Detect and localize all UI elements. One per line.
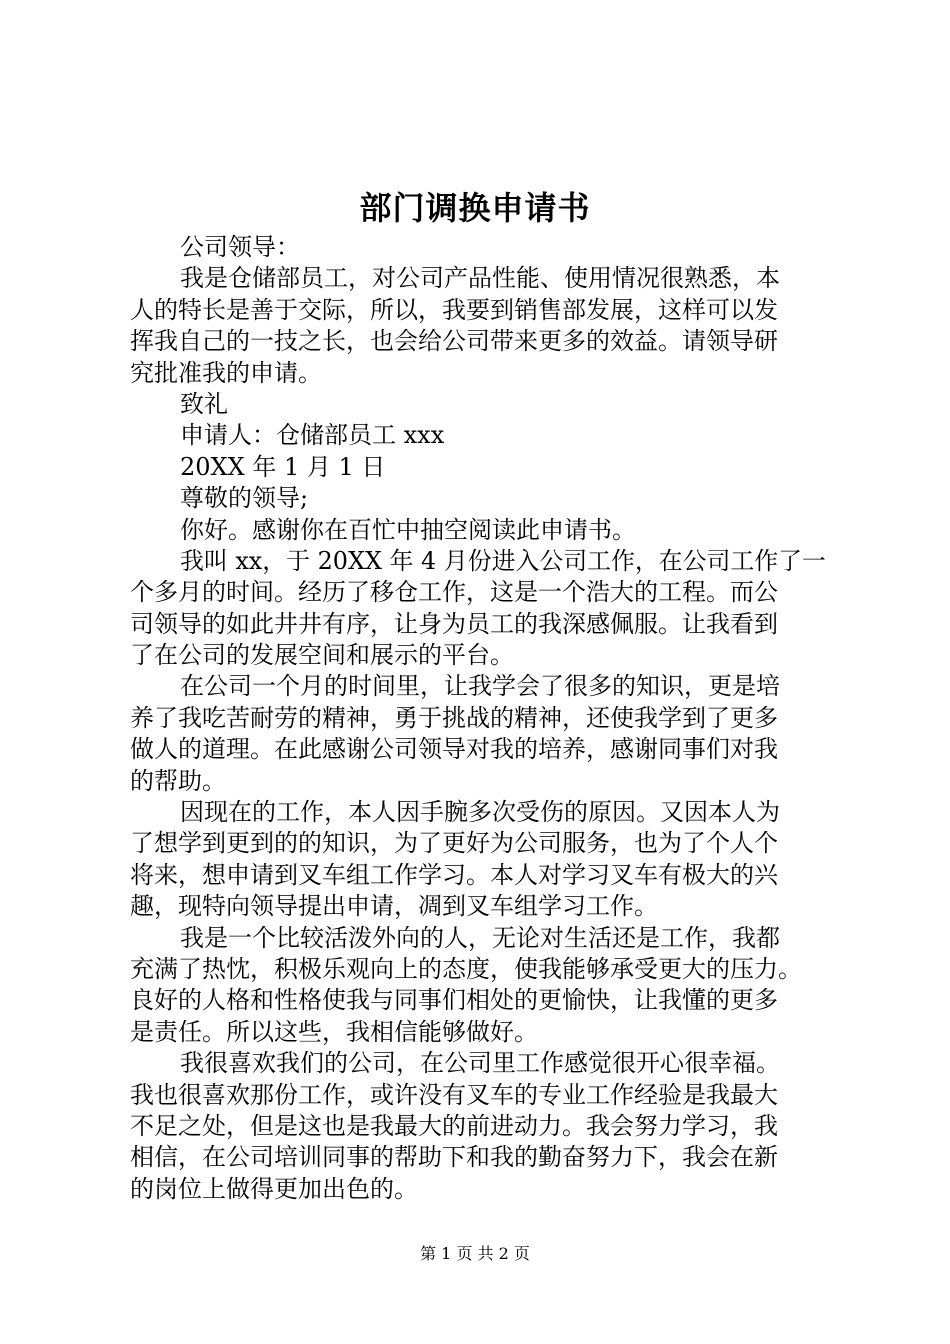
document-title: 部门调换申请书	[359, 189, 591, 227]
text-line: 良好的人格和性格使我与同事们相处的更愉快，让我懂的更多	[130, 986, 778, 1015]
text-line: 是责任。所以这些，我相信能够做好。	[130, 1017, 538, 1046]
document-body	[130, 232, 826, 1205]
text-line: 充满了热忱，积极乐观向上的态度，使我能够承受更大的压力。	[130, 954, 802, 983]
text-line: 趣，现特向领导提出申请，凋到叉车组学习工作。	[130, 892, 658, 921]
text-line: 致礼	[180, 389, 228, 418]
text-line: 我叫 xx，于 20XX 年 4 月份进入公司工作，在公司工作了一	[180, 546, 826, 575]
text-line: 的帮助。	[130, 766, 226, 795]
text-line: 公司领导：	[180, 233, 300, 261]
text-line: 申请人：仓储部员工 xxx	[180, 421, 445, 450]
text-line: 做人的道理。在此感谢公司领导对我的培养，感谢同事们对我	[130, 735, 778, 764]
text-line: 人的特长是善于交际，所以，我要到销售部发展，这样可以发	[130, 295, 778, 324]
text-line: 我是一个比较活泼外向的人，无论对生活还是工作，我都	[180, 923, 780, 952]
text-line: 我也很喜欢那份工作，或许没有叉车的专业工作经验是我最大	[130, 1080, 778, 1109]
text-line: 挥我自己的一技之长，也会给公司带来更多的效益。请领导研	[130, 327, 778, 356]
text-line: 你好。感谢你在百忙中抽空阅读此申请书。	[180, 515, 636, 544]
text-line: 在公司一个月的时间里，让我学会了很多的知识，更是培	[180, 672, 780, 701]
text-line: 不足之处，但是这也是我最大的前进动力。我会努力学习，我	[130, 1111, 778, 1140]
text-line: 的岗位上做得更加出色的。	[130, 1174, 418, 1203]
text-line: 究批准我的申请。	[130, 358, 322, 387]
text-line: 我很喜欢我们的公司，在公司里工作感觉很开心很幸福。	[180, 1049, 780, 1078]
text-line: 尊敬的领导;	[180, 484, 309, 513]
page-footer: 第 1 页 共 2 页	[420, 1244, 530, 1263]
text-line: 我是仓储部员工，对公司产品性能、使用情况很熟悉，本	[180, 264, 780, 293]
text-line: 20XX 年 1 月 1 日	[180, 452, 386, 481]
text-line: 养了我吃苦耐劳的精神，勇于挑战的精神，还使我学到了更多	[130, 703, 778, 732]
text-line: 司领导的如此井井有序，让身为员工的我深感佩服。让我看到	[130, 609, 778, 638]
text-line: 因现在的工作，本人因手腕多次受伤的原因。又因本人为	[180, 798, 780, 827]
text-line: 相信，在公司培训同事的帮助下和我的勤奋努力下，我会在新	[130, 1143, 778, 1172]
text-line: 了想学到更到的的知识，为了更好为公司服务，也为了个人个	[130, 829, 778, 858]
text-line: 了在公司的发展空间和展示的平台。	[130, 641, 514, 670]
text-line: 个多月的时间。经历了移仓工作，这是一个浩大的工程。而公	[130, 578, 778, 607]
text-line: 将来，想申请到叉车组工作学习。本人对学习叉车有极大的兴	[130, 860, 778, 889]
